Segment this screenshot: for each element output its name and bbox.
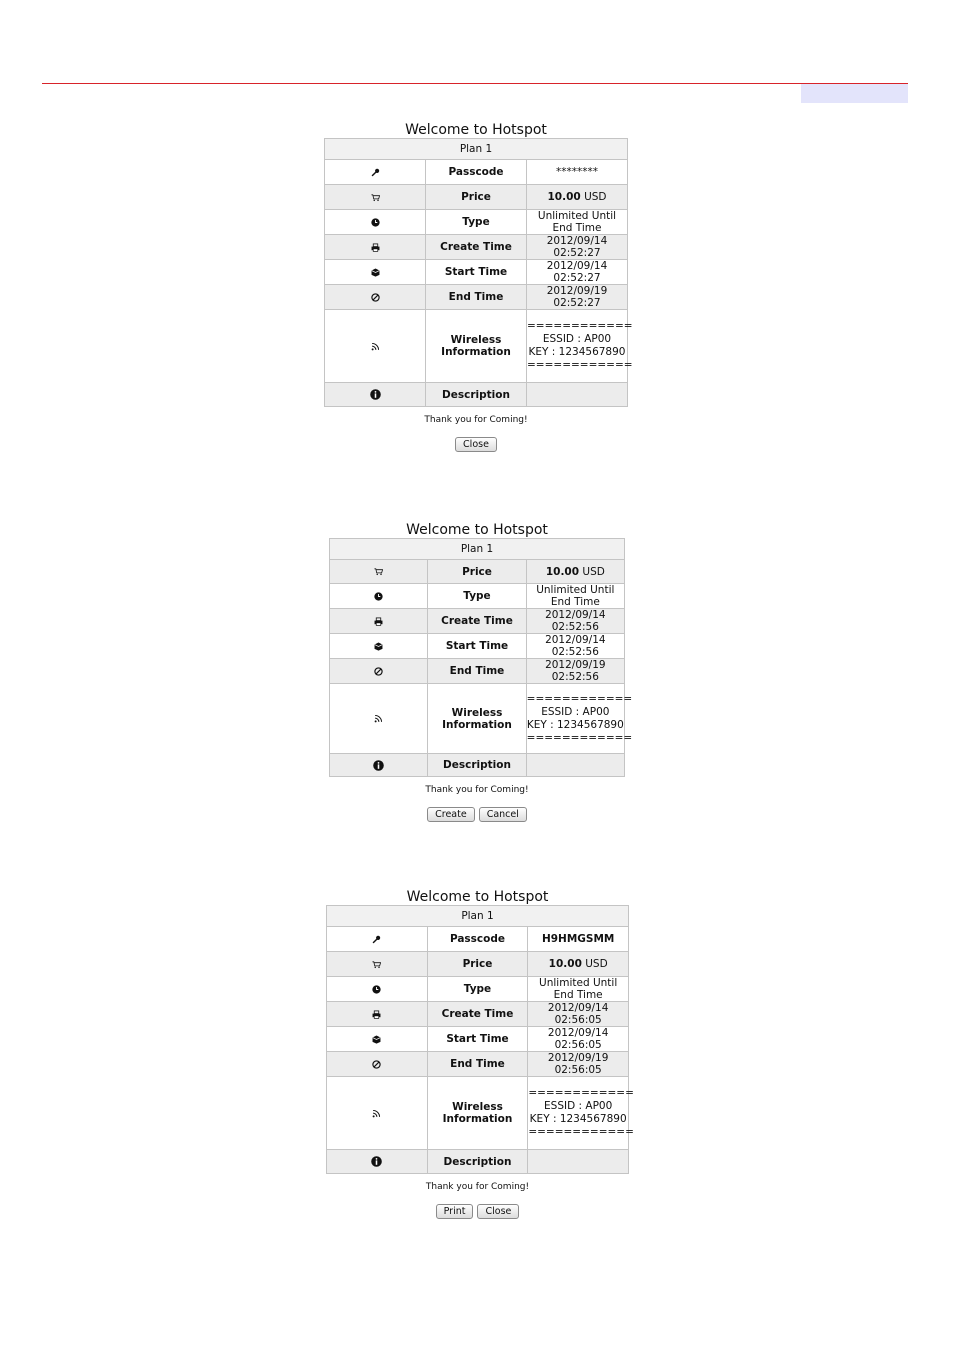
plan-name: Plan 1 — [327, 906, 629, 927]
box-icon — [371, 266, 380, 278]
info-icon — [373, 759, 384, 771]
price-currency: USD — [584, 191, 607, 203]
create-time-label: Create Time — [428, 609, 526, 634]
info-icon — [370, 389, 381, 401]
row-type — [330, 584, 625, 609]
create-time-value: 2012/09/14 02:52:56 — [545, 609, 606, 633]
row-wireless-information — [327, 1077, 629, 1150]
cancel-button[interactable]: Cancel — [479, 807, 527, 822]
cancel-icon — [374, 665, 383, 677]
row-end-time — [330, 659, 625, 684]
hotspot-ticket-create — [329, 522, 633, 822]
row-create-time — [330, 609, 625, 634]
separator-line: ============ — [526, 692, 633, 705]
wireless-information-label: Wireless Information — [428, 684, 526, 754]
ticket-table — [329, 538, 633, 777]
key-icon — [372, 933, 381, 945]
row-description — [325, 383, 628, 407]
type-label: Type — [426, 210, 527, 235]
clock-icon — [371, 216, 380, 228]
type-value: Unlimited Until End Time — [539, 977, 618, 1001]
plan-row — [325, 139, 628, 160]
row-description — [327, 1150, 629, 1174]
plan-row — [330, 539, 625, 560]
price-amount: 10.00 — [548, 958, 582, 970]
price-label: Price — [426, 185, 527, 210]
row-end-time — [325, 285, 628, 310]
create-time-label: Create Time — [426, 235, 527, 260]
hotspot-ticket-print — [326, 889, 634, 1219]
essid-text: ESSID : AP00 — [542, 333, 612, 345]
description-label: Description — [426, 383, 527, 407]
printer-icon — [371, 241, 380, 253]
separator-line: ============ — [527, 320, 633, 332]
row-price — [330, 560, 625, 584]
start-time-value: 2012/09/14 02:52:56 — [545, 634, 606, 658]
welcome-title: Welcome to Hotspot — [406, 522, 548, 538]
price-currency: USD — [582, 565, 605, 578]
create-time-label: Create Time — [427, 1002, 528, 1027]
wireless-information-value — [526, 684, 633, 754]
type-label: Type — [427, 977, 528, 1002]
key-icon — [371, 166, 380, 178]
passcode-label: Passcode — [427, 927, 528, 952]
row-type — [327, 977, 629, 1002]
end-time-value: 2012/09/19 02:52:27 — [546, 285, 608, 309]
start-time-value: 2012/09/14 02:56:05 — [547, 1027, 609, 1051]
cart-icon — [372, 958, 381, 970]
wifi-icon — [371, 340, 380, 352]
box-icon — [374, 640, 383, 652]
row-price — [327, 952, 629, 977]
create-button[interactable]: Create — [427, 807, 475, 822]
row-passcode — [325, 160, 628, 185]
end-time-value: 2012/09/19 02:56:05 — [547, 1052, 609, 1076]
price-amount: 10.00 — [545, 565, 580, 578]
description-label: Description — [428, 754, 526, 777]
passcode-value: H9HMGSMM — [541, 933, 615, 945]
row-description — [330, 754, 625, 777]
row-wireless-information — [325, 310, 628, 383]
key-text: KEY : 1234567890 — [528, 346, 626, 358]
price-label: Price — [428, 560, 526, 584]
row-wireless-information — [330, 684, 625, 754]
wireless-information-label: Wireless Information — [427, 1077, 528, 1150]
print-button[interactable]: Print — [436, 1204, 474, 1219]
wireless-information-label: Wireless Information — [426, 310, 527, 383]
button-bar — [326, 1199, 629, 1219]
end-time-label: End Time — [426, 285, 527, 310]
row-create-time — [327, 1002, 629, 1027]
plan-name: Plan 1 — [325, 139, 628, 160]
row-passcode — [327, 927, 629, 952]
description-value — [526, 754, 624, 777]
essid-text: ESSID : AP00 — [544, 1100, 613, 1112]
description-value — [528, 1150, 629, 1174]
type-value: Unlimited Until End Time — [537, 210, 617, 234]
passcode-value: ******** — [556, 166, 598, 178]
type-label: Type — [428, 584, 526, 609]
start-time-label: Start Time — [428, 634, 526, 659]
cart-icon — [374, 566, 383, 578]
clock-icon — [374, 590, 383, 602]
cart-icon — [371, 191, 380, 203]
row-type — [325, 210, 628, 235]
row-start-time — [330, 634, 625, 659]
info-icon — [371, 1156, 382, 1168]
cancel-icon — [372, 1058, 381, 1070]
passcode-label: Passcode — [426, 160, 527, 185]
end-time-value: 2012/09/19 02:52:56 — [545, 659, 606, 683]
type-value: Unlimited Until End Time — [536, 584, 615, 608]
row-start-time — [325, 260, 628, 285]
printer-icon — [372, 1008, 381, 1020]
plan-name: Plan 1 — [330, 539, 625, 560]
wifi-icon — [372, 1107, 381, 1119]
header-rule — [42, 83, 908, 84]
close-button[interactable]: Close — [477, 1204, 519, 1219]
welcome-title: Welcome to Hotspot — [406, 889, 549, 905]
thanks-message: Thank you for Coming! — [424, 415, 528, 425]
start-time-value: 2012/09/14 02:52:27 — [546, 260, 608, 284]
price-amount: 10.00 — [547, 191, 581, 203]
thanks-message: Thank you for Coming! — [425, 785, 529, 795]
description-label: Description — [427, 1150, 528, 1174]
row-end-time — [327, 1052, 629, 1077]
close-button[interactable]: Close — [455, 437, 497, 452]
separator-line: ============ — [527, 359, 633, 371]
clock-icon — [372, 983, 381, 995]
ticket-table — [324, 138, 633, 407]
row-price — [325, 185, 628, 210]
wireless-information-value — [528, 1077, 634, 1150]
button-bar — [329, 802, 625, 822]
essid-text: ESSID : AP00 — [541, 705, 610, 718]
end-time-label: End Time — [428, 659, 526, 684]
separator-line: ============ — [528, 1087, 634, 1099]
wireless-information-value — [527, 310, 633, 383]
row-create-time — [325, 235, 628, 260]
start-time-label: Start Time — [427, 1027, 528, 1052]
description-value — [527, 383, 628, 407]
price-label: Price — [427, 952, 528, 977]
printer-icon — [374, 615, 383, 627]
cancel-icon — [371, 291, 380, 303]
row-start-time — [327, 1027, 629, 1052]
plan-row — [327, 906, 629, 927]
hotspot-ticket-passcode-hidden — [324, 122, 633, 452]
header-tab — [801, 84, 908, 103]
end-time-label: End Time — [427, 1052, 528, 1077]
wifi-icon — [374, 713, 383, 725]
create-time-value: 2012/09/14 02:56:05 — [547, 1002, 609, 1026]
ticket-table — [326, 905, 634, 1174]
separator-line: ============ — [526, 731, 633, 744]
start-time-label: Start Time — [426, 260, 527, 285]
thanks-message: Thank you for Coming! — [425, 1182, 530, 1192]
separator-line: ============ — [528, 1126, 634, 1138]
key-text: KEY : 1234567890 — [529, 1113, 627, 1125]
welcome-title: Welcome to Hotspot — [405, 122, 547, 138]
price-currency: USD — [585, 958, 608, 970]
key-text: KEY : 1234567890 — [526, 718, 624, 731]
create-time-value: 2012/09/14 02:52:27 — [546, 235, 608, 259]
box-icon — [372, 1033, 381, 1045]
button-bar — [324, 432, 628, 452]
